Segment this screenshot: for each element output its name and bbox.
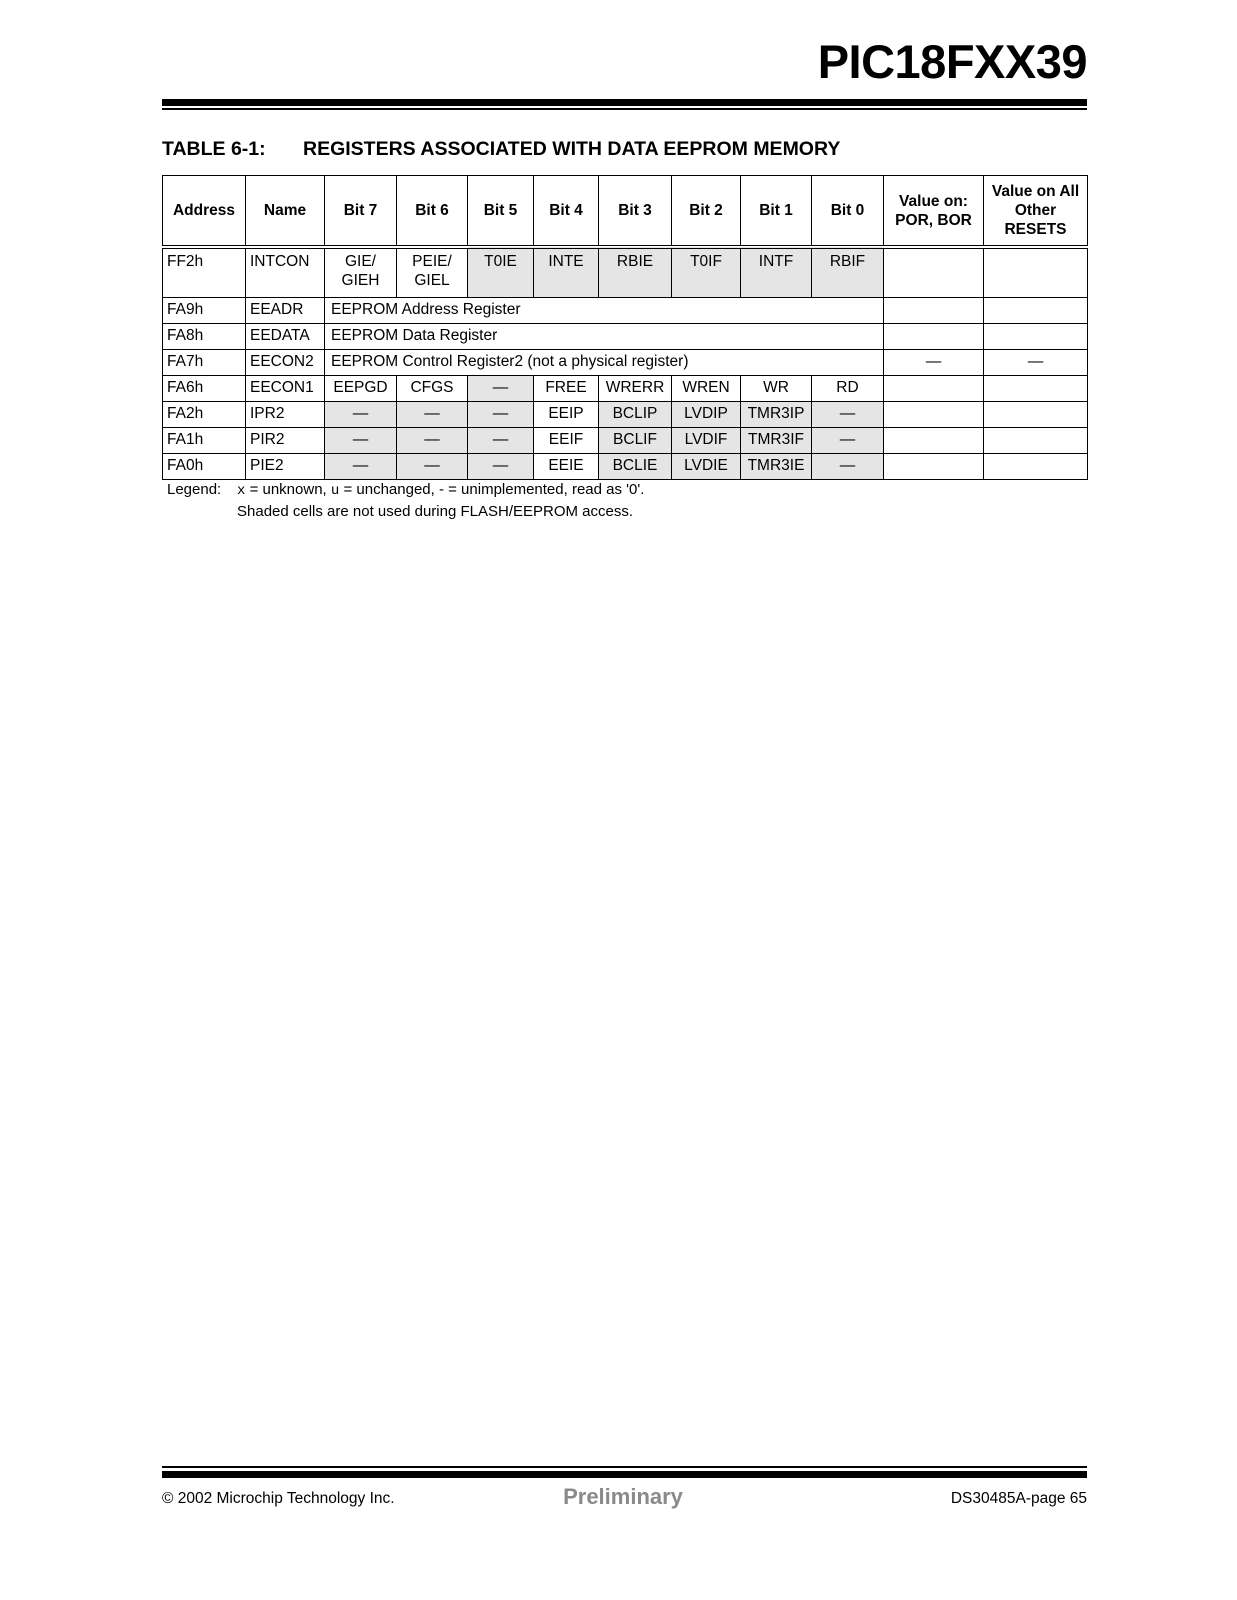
por-bor-cell — [884, 376, 984, 402]
other-resets-cell — [984, 402, 1088, 428]
other-resets-cell — [984, 428, 1088, 454]
bit-cell: — — [397, 428, 468, 454]
bit-cell: TMR3IE — [741, 454, 812, 480]
legend-x-symbol: x — [237, 483, 246, 499]
table-caption — [162, 138, 840, 161]
bit-cell: BCLIF — [599, 428, 672, 454]
bit-cell: RBIF — [812, 247, 884, 298]
address-cell: FA0h — [163, 454, 246, 480]
register-description-cell: EEPROM Address Register — [325, 298, 884, 324]
legend-x-text: = unknown, — [245, 481, 331, 498]
document-title: PIC18FXX39 — [817, 35, 1087, 88]
table-title: REGISTERS ASSOCIATED WITH DATA EEPROM MEMORY — [303, 138, 841, 160]
column-header: Name — [246, 176, 325, 248]
address-cell: FA1h — [163, 428, 246, 454]
footer-page-ref: DS30485A-page 65 — [950, 1490, 1087, 1507]
column-header: Address — [163, 176, 246, 248]
column-header: Bit 0 — [812, 176, 884, 248]
address-cell: FA7h — [163, 350, 246, 376]
other-resets-cell — [984, 247, 1088, 298]
bit-cell: RBIE — [599, 247, 672, 298]
table-row — [163, 350, 1088, 376]
bit-cell: — — [397, 454, 468, 480]
address-cell: FA2h — [163, 402, 246, 428]
bit-cell: — — [468, 402, 534, 428]
table-legend — [167, 480, 644, 521]
column-header: Value on All Other RESETS — [984, 176, 1088, 248]
address-cell: FA6h — [163, 376, 246, 402]
bit-cell: EEPGD — [325, 376, 397, 402]
name-cell: EEDATA — [246, 324, 325, 350]
legend-note: Shaded cells are not used during FLASH/EEPROM access. — [237, 502, 634, 520]
column-header: Bit 7 — [325, 176, 397, 248]
por-bor-cell: — — [884, 350, 984, 376]
bit-cell: LVDIE — [672, 454, 741, 480]
bit-cell: — — [812, 454, 884, 480]
bit-cell: — — [325, 402, 397, 428]
bit-cell: GIE/ GIEH — [325, 247, 397, 298]
por-bor-cell — [884, 402, 984, 428]
header-rule-thin — [162, 108, 1087, 110]
por-bor-cell — [884, 454, 984, 480]
column-header: Bit 3 — [599, 176, 672, 248]
bit-cell: T0IE — [468, 247, 534, 298]
table-row — [163, 247, 1088, 298]
bit-cell: T0IF — [672, 247, 741, 298]
legend-u-text: = unchanged, - = unimplemented, read as '0'. — [339, 481, 645, 498]
address-cell: FF2h — [163, 247, 246, 298]
bit-cell: TMR3IF — [741, 428, 812, 454]
table-row — [163, 428, 1088, 454]
bit-cell: — — [468, 376, 534, 402]
legend-line — [167, 480, 644, 502]
bit-cell: — — [468, 428, 534, 454]
name-cell: INTCON — [246, 247, 325, 298]
column-header: Bit 6 — [397, 176, 468, 248]
other-resets-cell — [984, 454, 1088, 480]
bit-cell: EEIE — [534, 454, 599, 480]
bit-cell: INTF — [741, 247, 812, 298]
por-bor-cell — [884, 428, 984, 454]
table-number: TABLE 6-1: — [162, 138, 266, 160]
bit-cell: PEIE/ GIEL — [397, 247, 468, 298]
footer-rule-thick — [162, 1471, 1087, 1478]
column-header: Bit 2 — [672, 176, 741, 248]
legend-label: Legend: — [167, 481, 222, 498]
bit-cell: WR — [741, 376, 812, 402]
bit-cell: CFGS — [397, 376, 468, 402]
footer-status: Preliminary — [563, 1484, 683, 1509]
bit-cell: RD — [812, 376, 884, 402]
name-cell: EEADR — [246, 298, 325, 324]
bit-cell: BCLIP — [599, 402, 672, 428]
register-description-cell: EEPROM Control Register2 (not a physical register) — [325, 350, 884, 376]
bit-cell: — — [325, 454, 397, 480]
bit-cell: LVDIP — [672, 402, 741, 428]
name-cell: PIE2 — [246, 454, 325, 480]
name-cell: PIR2 — [246, 428, 325, 454]
name-cell: IPR2 — [246, 402, 325, 428]
por-bor-cell — [884, 298, 984, 324]
por-bor-cell — [884, 324, 984, 350]
legend-u-symbol: u — [330, 483, 340, 499]
bit-cell: EEIF — [534, 428, 599, 454]
name-cell: EECON2 — [246, 350, 325, 376]
bit-cell: EEIP — [534, 402, 599, 428]
column-header: Value on: POR, BOR — [884, 176, 984, 248]
column-header: Bit 5 — [468, 176, 534, 248]
bit-cell: WRERR — [599, 376, 672, 402]
table-row — [163, 324, 1088, 350]
table-row — [163, 376, 1088, 402]
bit-cell: WREN — [672, 376, 741, 402]
bit-cell: — — [468, 454, 534, 480]
bit-cell: BCLIE — [599, 454, 672, 480]
table-row — [163, 454, 1088, 480]
por-bor-cell — [884, 247, 984, 298]
register-description-cell: EEPROM Data Register — [325, 324, 884, 350]
registers-table — [162, 175, 1088, 480]
column-header: Bit 1 — [741, 176, 812, 248]
table-row — [163, 298, 1088, 324]
bit-cell: TMR3IP — [741, 402, 812, 428]
address-cell: FA8h — [163, 324, 246, 350]
table-header-row — [163, 176, 1088, 248]
bit-cell: INTE — [534, 247, 599, 298]
bit-cell: — — [325, 428, 397, 454]
column-header: Bit 4 — [534, 176, 599, 248]
bit-cell: FREE — [534, 376, 599, 402]
other-resets-cell — [984, 298, 1088, 324]
other-resets-cell — [984, 324, 1088, 350]
bit-cell: — — [812, 402, 884, 428]
bit-cell: LVDIF — [672, 428, 741, 454]
footer-rule-thin — [162, 1466, 1087, 1468]
table-row — [163, 402, 1088, 428]
header-rule-thick — [162, 99, 1087, 106]
bit-cell: — — [397, 402, 468, 428]
footer-copyright: © 2002 Microchip Technology Inc. — [162, 1490, 395, 1507]
other-resets-cell: — — [984, 350, 1088, 376]
bit-cell: — — [812, 428, 884, 454]
other-resets-cell — [984, 376, 1088, 402]
name-cell: EECON1 — [246, 376, 325, 402]
address-cell: FA9h — [163, 298, 246, 324]
